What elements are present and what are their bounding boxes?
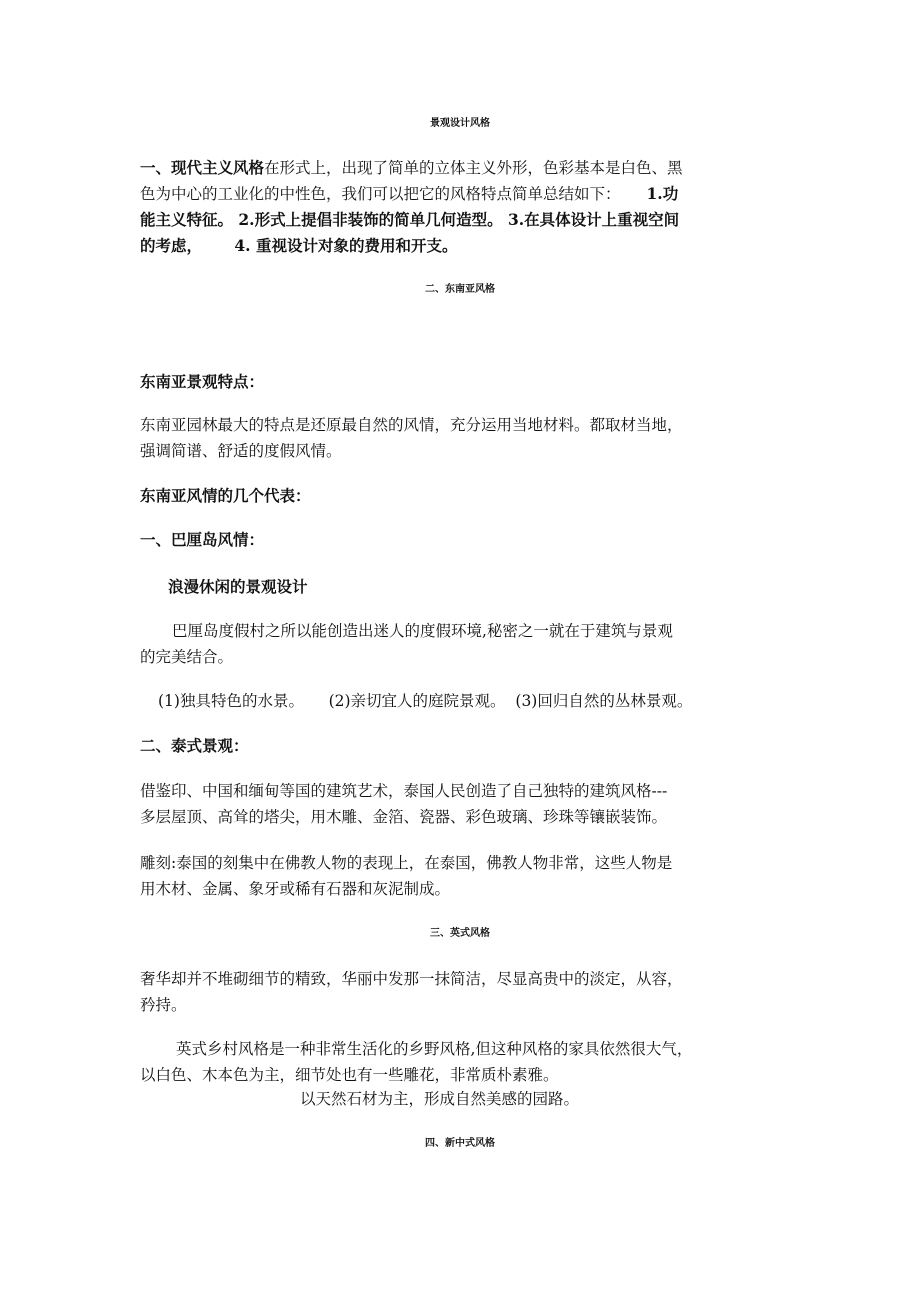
document-title: 景观设计风格 [430, 118, 490, 129]
thai-para2-line-1: 雕刻:泰国的刻集中在佛教人物的表现上，在泰国，佛教人物非常，这些人物是 [140, 854, 673, 872]
bali-subheading: 浪漫休闲的景观设计 [168, 577, 308, 596]
bali-points: (1)独具特色的水景。 (2)亲切宜人的庭院景观。 (3)回归自然的丛林景观。 [158, 692, 693, 710]
modern-line1-text: 在形式上，出现了简单的立体主义外形，色彩基本是白色、黑 [264, 159, 683, 177]
english-heading: 三、英式风格 [430, 928, 490, 939]
modern-line2-bold: 1.功 [646, 184, 679, 203]
modern-line2-text: 色为中心的工业化的中性色，我们可以把它的风格特点简单总结如下： [140, 185, 621, 203]
modern-para-line-4: 的考虑， 4. 重视设计对象的费用和开支。 [140, 236, 458, 255]
english-para2-line-3: 以天然石材为主，形成自然美感的园路。 [300, 1090, 580, 1108]
english-para1-line-1: 奢华却并不堆砌细节的精致，华丽中发那一抹简洁，尽显高贵中的淡定，从容， [140, 970, 683, 988]
english-para1-line-2: 矜持。 [140, 996, 187, 1014]
bali-para-line-2: 的完美结合。 [140, 648, 234, 666]
bali-heading: 一、巴厘岛风情： [140, 530, 265, 549]
southeast-features-line-1: 东南亚园林最大的特点是还原最自然的风情，充分运用当地材料。都取材当地， [140, 416, 683, 434]
modern-para-line-1 [140, 154, 683, 182]
thai-para2-line-2: 用木材、金属、象牙或稀有石器和灰泥制成。 [140, 880, 451, 898]
thai-para1-line-2: 多层屋顶、高耸的塔尖，用木雕、金箔、瓷器、彩色玻璃、珍珠等镶嵌装饰。 [140, 808, 668, 826]
thai-heading: 二、泰式景观： [140, 736, 249, 755]
english-para2-line-2: 以白色、木本色为主，细节处也有一些雕花，非常质朴素雅。 [140, 1066, 559, 1084]
neo-chinese-heading: 四、新中式风格 [425, 1138, 495, 1149]
modern-para-line-3: 能主义特征。 2.形式上提倡非装饰的简单几何造型。 3.在具体设计上重视空间 [140, 210, 680, 229]
southeast-features-line-2: 强调简谱、舒适的度假风情。 [140, 442, 342, 460]
southeast-reps-title: 东南亚风情的几个代表： [140, 486, 311, 505]
southeast-features-title: 东南亚景观特点： [140, 372, 265, 391]
southeast-heading: 二、东南亚风格 [425, 284, 495, 295]
thai-para1-line-1: 借鉴印、中国和缅甸等国的建筑艺术，泰国人民创造了自己独特的建筑风格--- [140, 782, 668, 800]
modern-heading: 一、现代主义风格 [140, 158, 265, 177]
modern-para-line-2 [140, 180, 678, 208]
bali-para-line-1: 巴厘岛度假村之所以能创造出迷人的度假环境,秘密之一就在于建筑与景观 [172, 622, 673, 640]
english-para2-line-1: 英式乡村风格是一种非常生活化的乡野风格,但这种风格的家具依然很大气， [176, 1040, 693, 1058]
